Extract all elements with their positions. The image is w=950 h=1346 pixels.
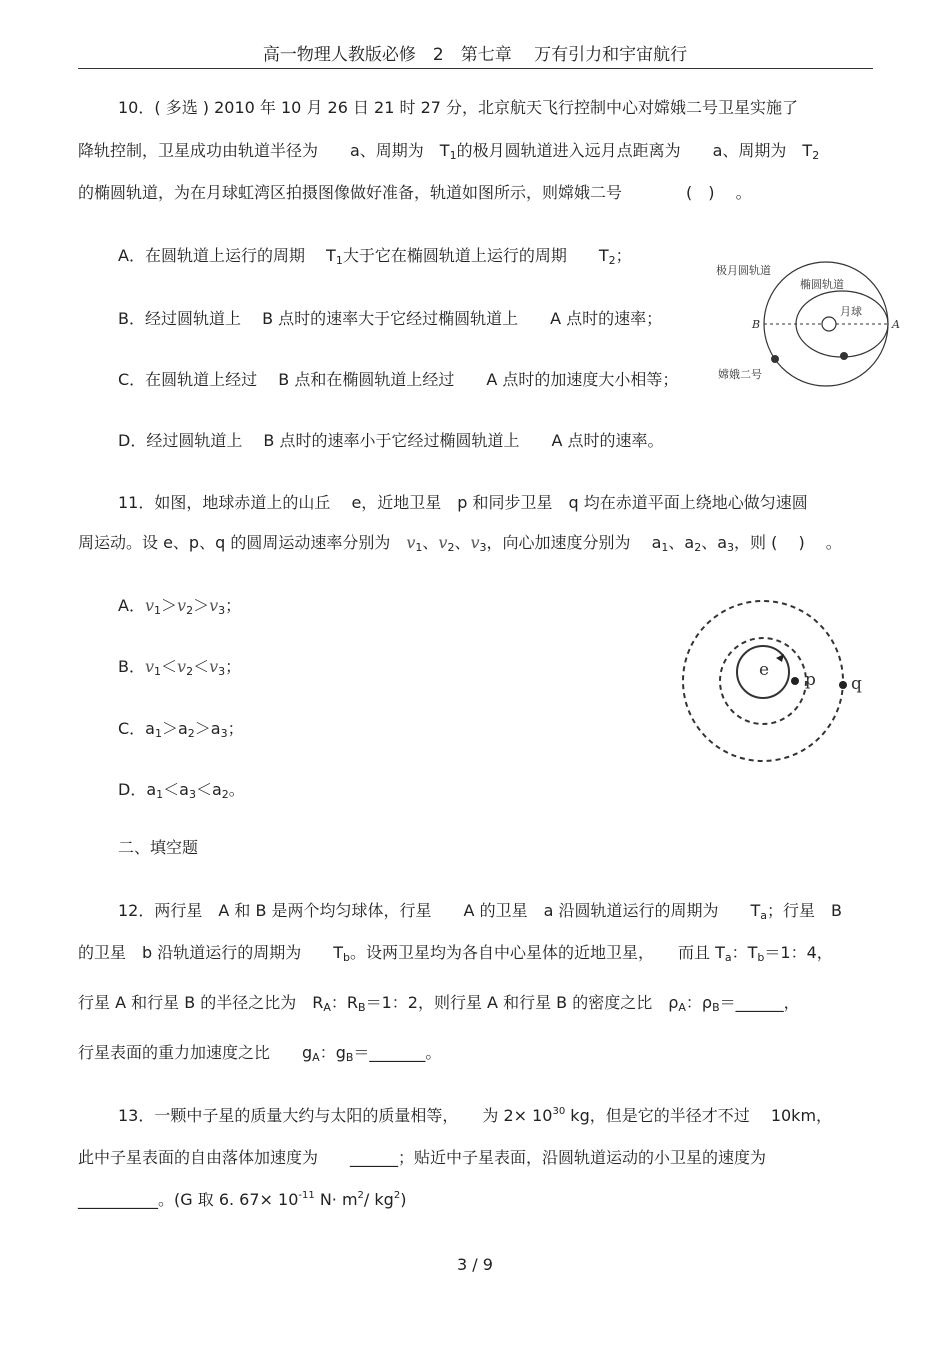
label-moon: 月球 [840,305,862,318]
q11-line2: 周运动。设 e、p、q 的圆周运动速率分别为 $v_1$、$v_2$、$v_3$，向心加速度分别为 $a_1$、$a_2$、$a_3$，则 ( ) 。 [78,533,842,554]
q10-orbit-figure [712,258,908,390]
q13-line2: 此中子星表面的自由落体加速度为 ______；贴近中子星表面，沿圆轨道运动的小卫星的速度为 [78,1148,767,1167]
rotation-arrow-icon [776,654,784,662]
q13-line3: __________。(G 取 6. $67\times 10^{-11}$ $N\cdot m^2/$ $kg^2$) [78,1190,407,1209]
q10-line1: 10．( 多选 ) 2010 年 10 月 26 日 21 时 27 分，北京航天飞行控制中心对嫦娥二号卫星实施了 [118,98,799,117]
q10-option-a: A．在圆轨道上运行的周期 $T_1$大于它在椭圆轨道上运行的周期 $T_2$； [118,246,632,267]
q11-orbit-figure [668,596,868,766]
q10-line2: 降轨控制，卫星成功由轨道半径为 a、周期为 $T_1$的极月圆轨道进入远月点距离为 a、周期为 $T_2$ [78,141,820,162]
geosync-orbit [683,601,843,761]
label-point-a: A [892,318,900,331]
q12-line3: 行星 A 和行星 B 的半径之比为 $R_A$：$R_B=1$：2，则行星 A 和行星 B 的密度之比 $\rho_A$：$\rho_B=\_\_\_\_\_\_$， [78,993,800,1014]
label-satellite: 嫦娥二号 [718,368,762,381]
q11-option-d: D．$a_1<a_3<a_2$。 [118,780,245,801]
q12-line1: 12．两行星 A 和 B 是两个均匀球体，行星 A 的卫星 a 沿圆轨道运行的周期为 $T_a$；行星 B [118,901,842,922]
label-polar-orbit: 极月圆轨道 [716,264,771,277]
moon-icon [822,317,836,331]
label-ellipse-orbit: 椭圆轨道 [800,278,844,291]
q11-option-b: B．$v_1<v_2<v_3$； [118,657,242,678]
q12-line2: 的卫星 b 沿轨道运行的周期为 $T_b$。设两卫星均为各自中心星体的近地卫星， 而且 $T_a$：$T_b=1$：4， [78,943,833,964]
satellite-dot-ellipse [840,352,848,360]
label-q: q [851,674,862,694]
satellite-dot-circular [771,355,779,363]
q13-line1: 13．一颗中子星的质量大约与太阳的质量相等， 为 $2\times 10^{30}$ kg，但是它的半径才不过 10km， [118,1106,833,1125]
satellite-q-dot [839,681,847,689]
q11-option-a: A．$v_1>v_2>v_3$； [118,596,242,617]
section-fill-in-title: 二、填空题 [118,838,199,857]
q10-option-d: D．经过圆轨道上 B 点时的速率小于它经过椭圆轨道上 A 点时的速率。 [118,431,664,450]
q12-line4: 行星表面的重力加速度之比 $g_A$：$g_B=\_\_\_\_\_\_\_$。 [78,1043,442,1064]
page-number: 3 / 9 [457,1255,493,1274]
label-p: p [805,670,816,690]
label-point-b: B [752,318,761,331]
header-rule [78,68,873,69]
q11-option-c: C．$a_1>a_2>a_3$； [118,719,244,740]
label-e: e [759,660,770,680]
satellite-p-dot [791,677,799,685]
q10-option-c: C．在圆轨道上经过 B 点和在椭圆轨道上经过 A 点时的加速度大小相等； [118,370,679,389]
q11-line1: 11．如图，地球赤道上的山丘 e，近地卫星 p 和同步卫星 q 均在赤道平面上绕地心做匀速圆 [118,493,808,512]
page-header-title: 高一物理人教版必修 2 第七章 万有引力和宇宙航行 [262,45,688,65]
q10-line3: 的椭圆轨道，为在月球虹湾区拍摄图像做好准备，轨道如图所示，则嫦娥二号 ( ) 。 [78,183,752,202]
q10-option-b: B．经过圆轨道上 B 点时的速率大于它经过椭圆轨道上 A 点时的速率； [118,309,663,328]
